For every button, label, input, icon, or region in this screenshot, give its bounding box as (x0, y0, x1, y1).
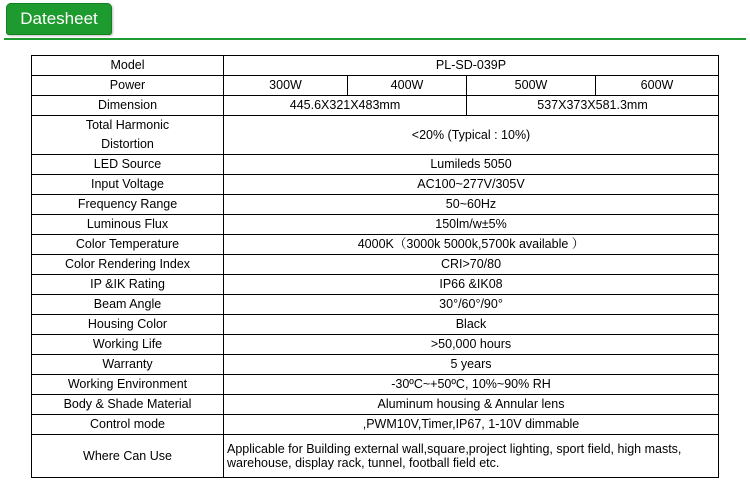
ip-ik-value: IP66 &IK08 (224, 275, 719, 295)
row-label-material: Body & Shade Material (32, 395, 224, 415)
thd-value: <20% (Typical : 10%) (224, 116, 719, 155)
thd-label-line1: Total Harmonic (85, 118, 170, 132)
table-row (32, 295, 719, 315)
table-row (32, 116, 719, 155)
datasheet-tab: Datesheet (6, 3, 112, 35)
table-row (32, 175, 719, 195)
working-environment-value: -30ºC~+50ºC, 10%~90% RH (224, 375, 719, 395)
row-label-color-temperature: Color Temperature (32, 235, 224, 255)
table-row (32, 275, 719, 295)
row-label-power: Power (32, 76, 224, 96)
table-row (32, 76, 719, 96)
table-row (32, 235, 719, 255)
header-divider (4, 38, 746, 40)
table-row (32, 255, 719, 275)
table-row (32, 375, 719, 395)
housing-color-value: Black (224, 315, 719, 335)
power-value: 300W (224, 76, 348, 96)
table-row (32, 195, 719, 215)
row-label-ip-ik: IP &IK Rating (32, 275, 224, 295)
control-mode-value: ,PWM10V,Timer,IP67, 1-10V dimmable (224, 415, 719, 435)
row-label-cri: Color Rendering Index (32, 255, 224, 275)
table-row (32, 395, 719, 415)
where-can-use-value: Applicable for Building external wall,square,project lighting, sport field, high masts, warehouse, display rack, tunnel, football field etc. (224, 435, 719, 478)
beam-angle-value: 30°/60°/90° (224, 295, 719, 315)
power-value: 600W (596, 76, 719, 96)
row-label-thd (32, 116, 224, 155)
table-row (32, 355, 719, 375)
table-row (32, 56, 719, 76)
row-label-dimension: Dimension (32, 96, 224, 116)
row-label-working-life: Working Life (32, 335, 224, 355)
row-label-input-voltage: Input Voltage (32, 175, 224, 195)
material-value: Aluminum housing & Annular lens (224, 395, 719, 415)
row-label-where-can-use: Where Can Use (32, 435, 224, 478)
row-label-frequency: Frequency Range (32, 195, 224, 215)
table-row (32, 315, 719, 335)
thd-label-line2: Distortion (101, 137, 154, 151)
dimension-value: 537X373X581.3mm (467, 96, 719, 116)
row-label-luminous-flux: Luminous Flux (32, 215, 224, 235)
warranty-value: 5 years (224, 355, 719, 375)
table-row (32, 155, 719, 175)
input-voltage-value: AC100~277V/305V (224, 175, 719, 195)
row-label-housing-color: Housing Color (32, 315, 224, 335)
model-value: PL-SD-039P (224, 56, 719, 76)
row-label-warranty: Warranty (32, 355, 224, 375)
power-value: 500W (467, 76, 596, 96)
row-label-working-environment: Working Environment (32, 375, 224, 395)
cri-value: CRI>70/80 (224, 255, 719, 275)
dimension-value: 445.6X321X483mm (224, 96, 467, 116)
table-row (32, 335, 719, 355)
luminous-flux-value: 150lm/w±5% (224, 215, 719, 235)
spec-table (31, 55, 719, 478)
working-life-value: >50,000 hours (224, 335, 719, 355)
row-label-model: Model (32, 56, 224, 76)
table-row (32, 435, 719, 478)
row-label-led-source: LED Source (32, 155, 224, 175)
frequency-value: 50~60Hz (224, 195, 719, 215)
row-label-beam-angle: Beam Angle (32, 295, 224, 315)
table-row (32, 415, 719, 435)
table-row (32, 96, 719, 116)
row-label-control-mode: Control mode (32, 415, 224, 435)
led-source-value: Lumileds 5050 (224, 155, 719, 175)
table-row (32, 215, 719, 235)
color-temperature-value: 4000K（3000k 5000k,5700k available ） (224, 235, 719, 255)
power-value: 400W (348, 76, 467, 96)
